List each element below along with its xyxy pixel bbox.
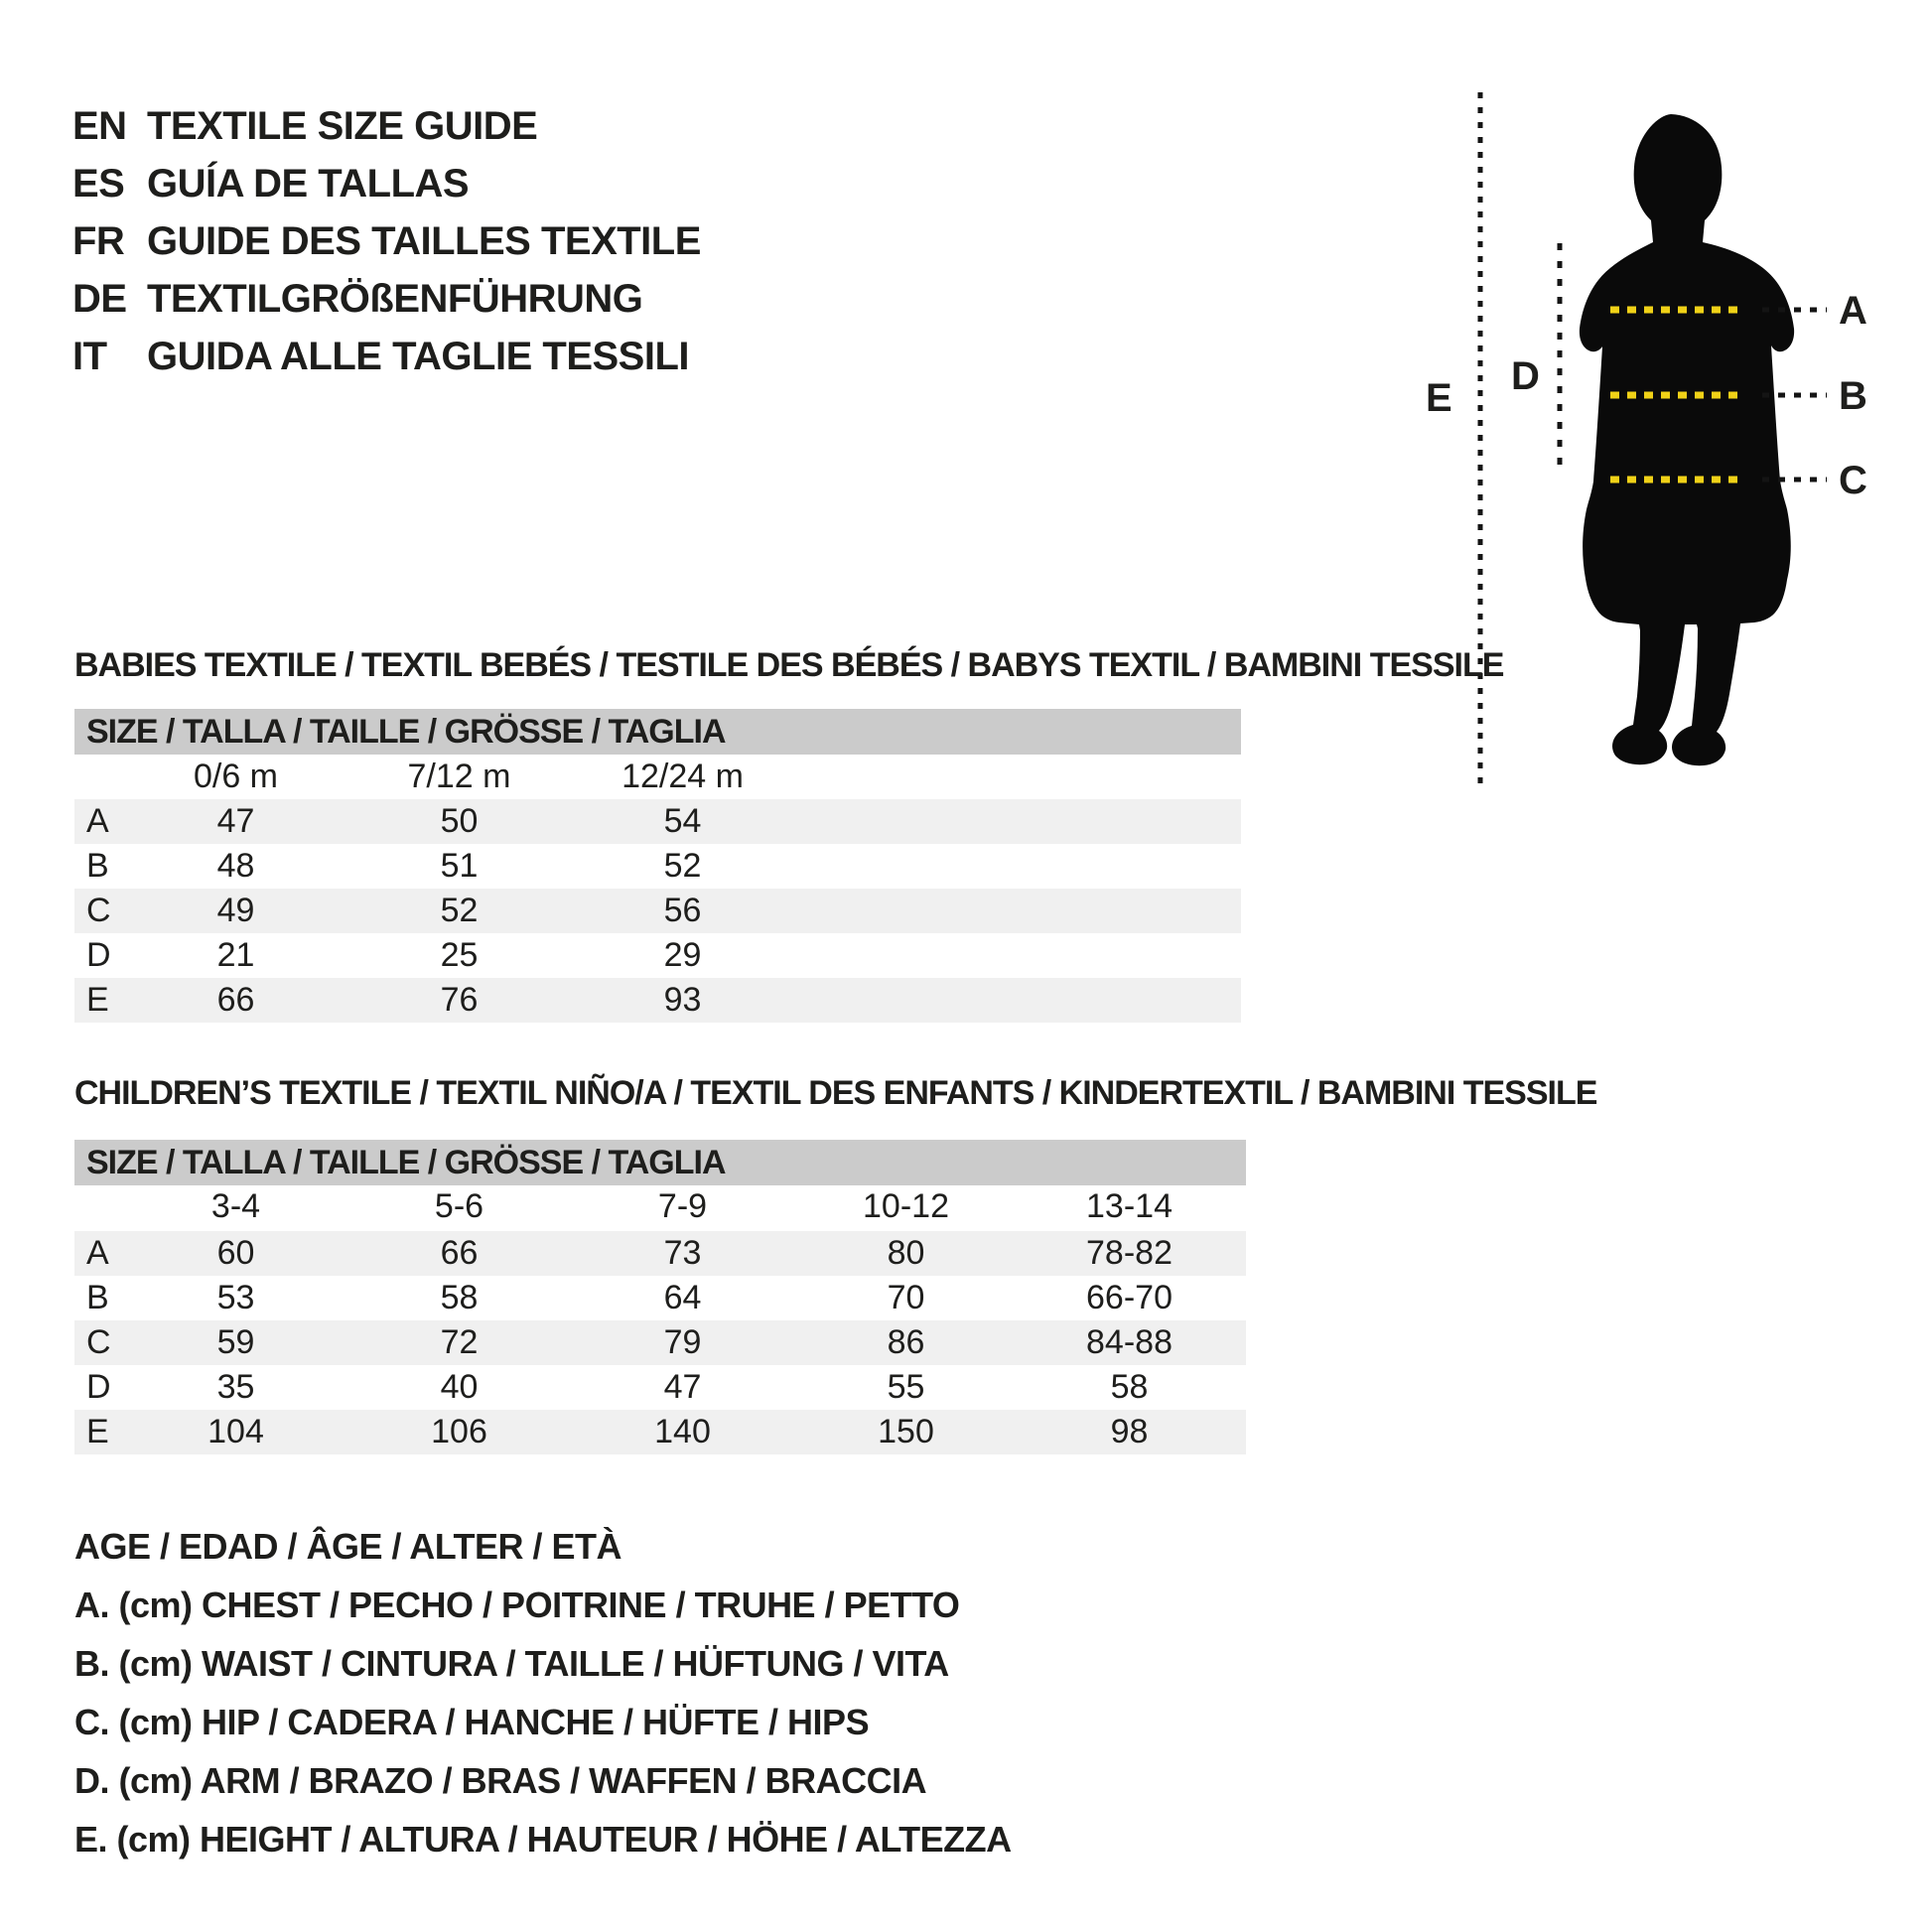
marker-label-b: B (1839, 374, 1867, 418)
cell: 51 (440, 847, 479, 885)
row-label: A (86, 1234, 109, 1272)
children-col-7-9: 7-9 (657, 1187, 708, 1225)
cell: 49 (216, 892, 255, 929)
cell: 78-82 (1086, 1234, 1173, 1272)
row-label: D (86, 1368, 111, 1406)
lang-code: FR (72, 219, 125, 263)
babies-column-header-row (74, 755, 1241, 799)
cell: 73 (663, 1234, 702, 1272)
cell: 47 (216, 802, 255, 840)
table-row-b (74, 1276, 1246, 1320)
row-label: B (86, 847, 109, 885)
babies-col-12-24m: 12/24 m (621, 758, 744, 795)
table-row-c (74, 1320, 1246, 1365)
lang-code: EN (72, 104, 127, 148)
children-col-13-14: 13-14 (1086, 1187, 1173, 1225)
lang-row-en (72, 97, 701, 155)
children-col-10-12: 10-12 (863, 1187, 949, 1225)
cell: 29 (663, 936, 702, 974)
cell: 66-70 (1086, 1279, 1173, 1316)
cell: 25 (440, 936, 479, 974)
marker-label-c: C (1839, 459, 1867, 502)
lang-title: GUIDA ALLE TAGLIE TESSILI (147, 335, 690, 378)
babies-size-header-text: SIZE / TALLA / TAILLE / GRÖSSE / TAGLIA (86, 712, 726, 751)
babies-size-header-bar (74, 709, 1241, 755)
table-row-a (74, 799, 1241, 844)
lang-row-it (72, 328, 701, 385)
children-column-header-row (74, 1184, 1246, 1231)
cell: 58 (1110, 1368, 1149, 1406)
cell: 66 (216, 981, 255, 1019)
babies-table (74, 799, 1241, 1023)
babies-section-heading: BABIES TEXTILE / TEXTIL BEBÉS / TESTILE DES BÉBÉS / BABYS TEXTIL / BAMBINI TESSILE (74, 646, 1504, 684)
cell: 86 (887, 1323, 925, 1361)
cell: 106 (431, 1413, 487, 1450)
row-label: E (86, 981, 109, 1019)
table-row-d (74, 933, 1241, 978)
legend-hip: C. (cm) HIP / CADERA / HANCHE / HÜFTE / HIPS (74, 1702, 870, 1742)
measurement-diagram (1390, 60, 1932, 854)
row-label: C (86, 1323, 111, 1361)
lang-code: DE (72, 277, 127, 321)
cell: 54 (663, 802, 702, 840)
lang-title: GUIDE DES TAILLES TEXTILE (147, 219, 701, 263)
cell: 76 (440, 981, 479, 1019)
table-row-e (74, 1410, 1246, 1454)
legend-chest: A. (cm) CHEST / PECHO / POITRINE / TRUHE / PETTO (74, 1585, 960, 1625)
cell: 58 (440, 1279, 479, 1316)
cell: 66 (440, 1234, 479, 1272)
marker-label-a: A (1839, 289, 1867, 333)
table-row-d (74, 1365, 1246, 1410)
table-row-b (74, 844, 1241, 889)
cell: 52 (663, 847, 702, 885)
measurement-legend (74, 1517, 1012, 1868)
cell: 40 (440, 1368, 479, 1406)
cell: 56 (663, 892, 702, 929)
lang-title: TEXTILGRÖßENFÜHRUNG (147, 277, 643, 321)
child-silhouette (1580, 114, 1794, 765)
cell: 140 (654, 1413, 711, 1450)
cell: 21 (216, 936, 255, 974)
cell: 59 (216, 1323, 255, 1361)
cell: 93 (663, 981, 702, 1019)
children-size-header-text: SIZE / TALLA / TAILLE / GRÖSSE / TAGLIA (86, 1143, 726, 1181)
cell: 47 (663, 1368, 702, 1406)
row-label: C (86, 892, 111, 929)
cell: 79 (663, 1323, 702, 1361)
row-label: D (86, 936, 111, 974)
cell: 84-88 (1086, 1323, 1173, 1361)
row-label: B (86, 1279, 109, 1316)
cell: 50 (440, 802, 479, 840)
cell: 52 (440, 892, 479, 929)
cell: 104 (207, 1413, 264, 1450)
table-row-a (74, 1231, 1246, 1276)
table-row-e (74, 978, 1241, 1023)
lang-row-fr (72, 212, 701, 270)
children-section-heading: CHILDREN’S TEXTILE / TEXTIL NIÑO/A / TEXTIL DES ENFANTS / KINDERTEXTIL / BAMBINI TESSILE (74, 1074, 1597, 1112)
legend-arm: D. (cm) ARM / BRAZO / BRAS / WAFFEN / BRACCIA (74, 1760, 927, 1801)
lang-code: ES (72, 162, 125, 206)
cell: 70 (887, 1279, 925, 1316)
cell: 98 (1110, 1413, 1149, 1450)
lang-title: GUÍA DE TALLAS (147, 162, 470, 206)
marker-label-e: E (1426, 376, 1452, 420)
lang-code: IT (72, 335, 107, 378)
row-label: E (86, 1413, 109, 1450)
children-size-header-bar (74, 1140, 1246, 1185)
cell: 60 (216, 1234, 255, 1272)
children-col-5-6: 5-6 (434, 1187, 484, 1225)
babies-col-7-12m: 7/12 m (407, 758, 511, 795)
marker-label-d: D (1511, 354, 1540, 398)
legend-age: AGE / EDAD / ÂGE / ALTER / ETÀ (74, 1526, 622, 1567)
lang-title: TEXTILE SIZE GUIDE (147, 104, 538, 148)
cell: 53 (216, 1279, 255, 1316)
cell: 64 (663, 1279, 702, 1316)
cell: 72 (440, 1323, 479, 1361)
babies-col-0-6m: 0/6 m (193, 758, 279, 795)
legend-waist: B. (cm) WAIST / CINTURA / TAILLE / HÜFTUNG / VITA (74, 1643, 949, 1684)
cell: 55 (887, 1368, 925, 1406)
children-table (74, 1231, 1246, 1454)
row-label: A (86, 802, 109, 840)
cell: 150 (878, 1413, 934, 1450)
cell: 80 (887, 1234, 925, 1272)
legend-height: E. (cm) HEIGHT / ALTURA / HAUTEUR / HÖHE / ALTEZZA (74, 1819, 1012, 1860)
lang-row-de (72, 270, 701, 328)
table-row-c (74, 889, 1241, 933)
cell: 35 (216, 1368, 255, 1406)
children-col-3-4: 3-4 (210, 1187, 261, 1225)
lang-row-es (72, 155, 701, 212)
language-header (72, 97, 701, 385)
cell: 48 (216, 847, 255, 885)
